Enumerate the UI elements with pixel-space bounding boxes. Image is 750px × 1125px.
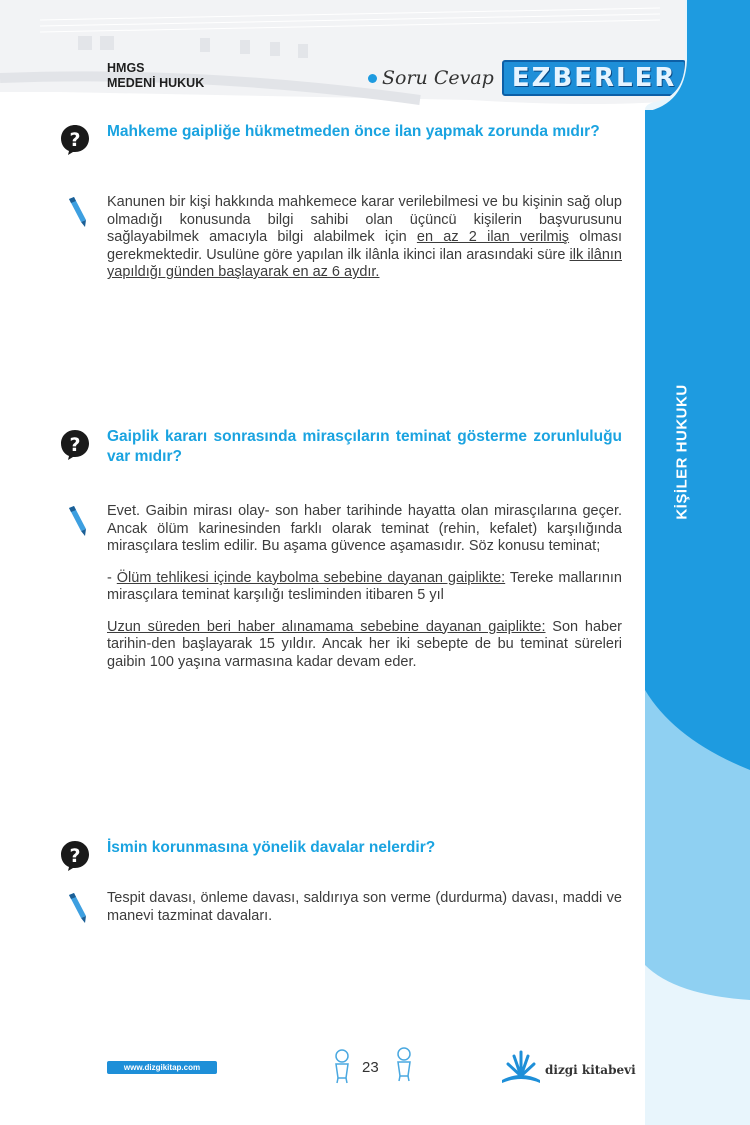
answer-paragraph <box>107 619 622 672</box>
answer-text: Evet. Gaibin mirası olay- son haber tarihinde hayatta olan mirasçılarına geçer. Ancak ölüm karinesinden farklı olarak teminat (rehin, kefalet) karşılığında mirasçılara teslim edilir. Bu aşama güvence aşamasıdır. Söz konusu teminat; <box>107 503 622 554</box>
answer-text: olması gerekmektedir. Usulüne göre yapılan ilk ilânla ikinci ilan arasındaki süre <box>107 229 623 263</box>
exam-name: HMGS <box>107 61 145 75</box>
question-icon <box>60 429 90 461</box>
answer-body <box>107 890 622 939</box>
question-icon <box>60 124 90 156</box>
answer-underlined: en az 2 ilan verilmiş <box>416 229 570 245</box>
answer-text: Tereke mallarının mirasçılara teminat karşılığı tesliminden itibaren 5 yıl <box>107 569 622 603</box>
question-text: Mahkeme gaipliğe hükmetmeden önce ilan yapmak zorunda mıdır? <box>107 123 600 140</box>
answer-paragraph <box>107 194 622 282</box>
sidebar-title: KİŞİLER HUKUKU <box>673 384 691 520</box>
answer-body <box>107 503 622 685</box>
svg-text:?: ? <box>69 845 81 867</box>
sidebar-band <box>645 0 750 1125</box>
answer-paragraph <box>107 570 622 605</box>
pencil-icon <box>66 505 90 537</box>
publisher-name: dizgi kitabevi <box>545 1063 636 1077</box>
series-brand <box>368 60 686 96</box>
answer-body <box>107 194 622 296</box>
series-script: Soru Cevap <box>382 67 494 89</box>
child-figure-icon <box>330 1048 354 1084</box>
qa-block-2 <box>60 427 622 685</box>
qa-block-3 <box>60 838 622 939</box>
book-splash-logo-icon <box>500 1050 542 1086</box>
question-icon <box>60 840 90 872</box>
answer-paragraph <box>107 503 622 556</box>
series-logo: EZBERLER <box>502 60 687 96</box>
answer-text: Tespit davası, önleme davası, saldırıya son verme (durdurma) davası, maddi ve manevi tazminat davaları. <box>107 890 622 924</box>
svg-text:?: ? <box>69 434 81 456</box>
answer-underlined: Ölüm tehlikesi içinde kaybolma sebebine dayanan gaiplikte: <box>116 569 506 586</box>
subject-name: MEDENİ HUKUK <box>107 76 205 90</box>
answer-underlined: ilk ilânın yapıldığı günden başlayarak en az 6 aydır. <box>107 246 622 280</box>
pencil-icon <box>66 892 90 924</box>
answer-underlined: Uzun süreden beri haber alınamama sebebine dayanan gaiplikte: <box>107 618 546 635</box>
answer-paragraph <box>107 890 622 925</box>
question-text: İsmin korunmasına yönelik davalar nelerdir? <box>107 839 436 856</box>
pencil-icon <box>66 196 90 228</box>
page-number: 23 <box>362 1059 379 1076</box>
answer-text: Kanunen bir kişi hakkında mahkemece karar verilebilmesi ve bu kişinin sağ olup olmadığı konusunda bilgi sahibi olan üçüncü kişilerin başvurusunu sağlayabilmek amacıyla bilgi alabilmek için <box>107 194 622 245</box>
bullet-dot <box>368 74 377 83</box>
qa-block-1 <box>60 122 622 296</box>
answer-text: Son haber tarihin-den başlayarak 15 yıldır. Ancak her iki sebepte de bu teminat süreleri gaibin 100 yaşına varmasına kadar devam eder. <box>107 618 622 670</box>
footer-url-link[interactable]: www.dizgikitap.com <box>107 1061 217 1074</box>
answer-text: - <box>107 569 117 586</box>
book-label <box>107 61 204 91</box>
question-text: Gaiplik kararı sonrasında mirasçıların teminat gösterme zorunluluğu var mıdır? <box>107 428 622 465</box>
svg-text:?: ? <box>69 129 81 151</box>
child-figure-icon <box>392 1046 416 1082</box>
